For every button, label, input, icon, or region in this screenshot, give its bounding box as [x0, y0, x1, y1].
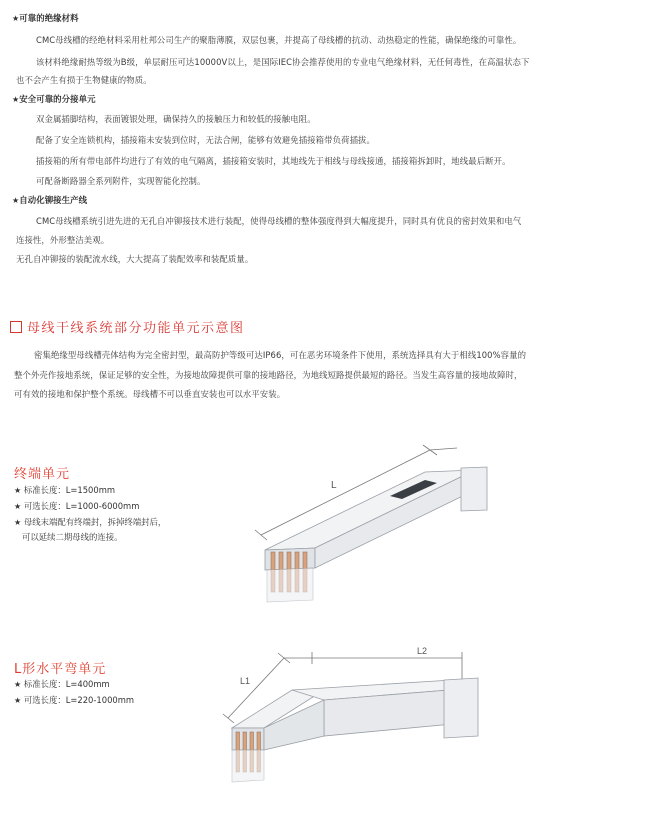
- star-icon: ★: [14, 502, 22, 511]
- unit1-spec1: ★ 标准长度：L=1500mm: [14, 485, 116, 495]
- sec1-para1: CMC母线槽的经绝材料采用杜邦公司生产的聚脂薄膜，双层包裹，并提高了母线槽的抗动、动热稳定的性能，确保绝缘的可靠性。: [36, 35, 522, 45]
- unit1-title: 终端单元: [14, 467, 71, 482]
- section-para2: 整个外壳作接地系统，保证足够的安全性，为接地故障提供可靠的接地路径，为地线短路提供最短的路径。当发生高容量的接地故障时，: [14, 370, 523, 380]
- star-icon: ★: [14, 680, 22, 689]
- sec1-para2: 该材料绝缘耐热等级为B级，单层耐压可达10000V以上，是国际IEC协会推荐使用的专业电气绝缘材料，无任何毒性，在高温状态下: [36, 57, 530, 67]
- sec3-para1: CMC母线槽系统引进先进的无孔自冲铆接技术进行装配，使得母线槽的整体强度得到大幅度提升，同时具有优良的密封效果和电气: [36, 216, 522, 226]
- unit2-title: L形水平弯单元: [14, 662, 107, 677]
- sec2-heading: ★安全可靠的分接单元: [12, 94, 96, 104]
- star-icon: ★: [12, 196, 20, 205]
- sec2-para4: 可配备断路器全系列附件，实现智能化控制。: [36, 176, 206, 186]
- dimension-label-l2: L2: [417, 646, 428, 656]
- star-icon: ★: [14, 696, 22, 705]
- unit2-spec2: ★ 可选长度：L=220-1000mm: [14, 695, 135, 705]
- star-icon: ★: [14, 518, 22, 527]
- unit2-spec1: ★ 标准长度：L=400mm: [14, 679, 110, 689]
- sec2-para3: 插接箱的所有带电部件均进行了有效的电气隔离，插接箱安装时，其地线先于相线与母线接通，插接箱拆卸时，地线最后断开。: [36, 156, 511, 166]
- sec3-heading: ★自动化铆接生产线: [12, 195, 88, 205]
- l-bend-unit-illustration: [212, 640, 492, 820]
- joint-housing: [232, 750, 264, 782]
- section-para1: 密集绝缘型母线槽壳体结构为完全密封型，最高防护等级可达IP66，可在恶劣环境条件下使用，系统选择具有大于相线100%容量的: [34, 350, 527, 360]
- dimension-label-l1: L1: [240, 676, 251, 686]
- square-outline-icon: [10, 321, 22, 333]
- sec3-para2: 连接性，外形整洁美观。: [16, 235, 110, 245]
- unit1-spec2: ★ 可选长度：L=1000-6000mm: [14, 501, 140, 511]
- unit1-spec3: ★ 母线末端配有终端封，拆掉终端封后，: [14, 517, 167, 527]
- end-cap: [461, 467, 487, 511]
- right-end-housing: [444, 678, 478, 738]
- sec1-heading: ★可靠的绝缘材料: [12, 13, 79, 23]
- dimension-label-l: L: [331, 480, 337, 491]
- sec3-para3: 无孔自冲铆接的装配流水线，大大提高了装配效率和装配质量。: [16, 254, 254, 264]
- star-icon: ★: [12, 14, 20, 23]
- sec1-para3: 也不会产生有损于生物健康的物质。: [16, 75, 152, 85]
- star-icon: ★: [14, 486, 22, 495]
- terminal-unit-illustration: [225, 440, 495, 620]
- section-para3: 可有效的接地和保护整个系统。母线槽不可以垂直安装也可以水平安装。: [14, 389, 286, 399]
- joint-housing: [267, 568, 313, 602]
- sec2-para1: 双金属插脚结构，表面镀银处理，确保持久的接触压力和较低的接触电阻。: [36, 114, 316, 124]
- sec2-para2: 配备了安全连锁机构，插接箱未安装到位时，无法合闸，能够有效避免插接箱带负荷插拔。: [36, 135, 375, 145]
- star-icon: ★: [12, 95, 20, 104]
- unit1-spec4: 可以延续二期母线的连接。: [22, 532, 123, 542]
- section-title: 母线干线系统部分功能单元示意图: [10, 317, 245, 336]
